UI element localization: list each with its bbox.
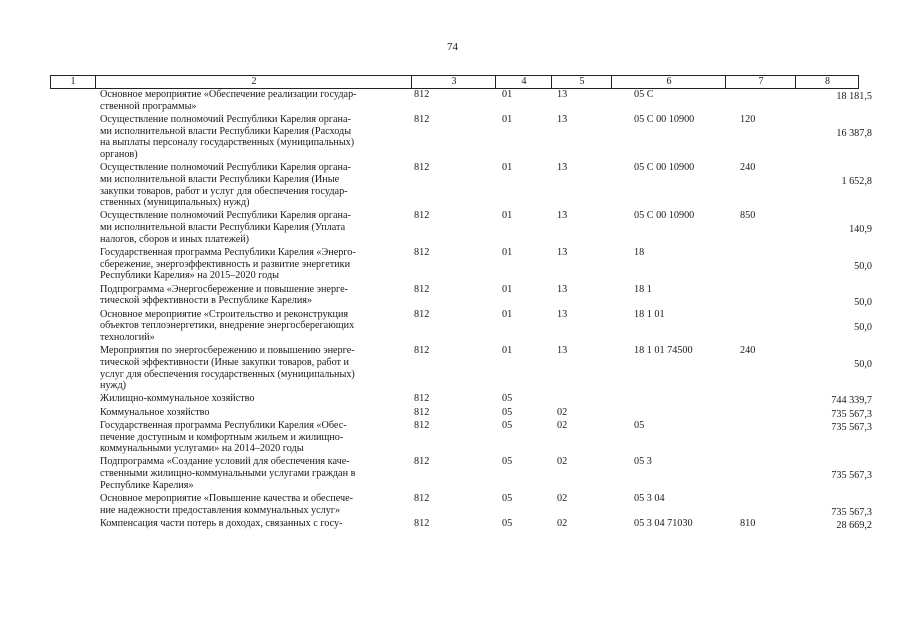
header-col-5: 5 [551, 76, 612, 88]
row-name-line: нужд) [100, 380, 127, 392]
row-name [100, 210, 410, 245]
row-subsection: 02 [557, 456, 568, 468]
row-target-article: 18 1 01 74500 [634, 345, 693, 357]
row-amount: 1 652,8 [841, 175, 872, 187]
header-col-2: 2 [95, 76, 412, 88]
row-section: 05 [502, 419, 513, 431]
header-col-8: 8 [795, 76, 859, 88]
row-name-line: Осуществление полномочий Республики Карелия органа- [100, 210, 351, 222]
row-name [100, 89, 410, 112]
row-subsection: 13 [557, 89, 568, 100]
row-amount: 50,0 [854, 358, 872, 370]
row-name [100, 393, 410, 405]
row-name-line: закупки товаров, работ и услуг для обеспечения государ- [100, 185, 348, 197]
row-target-article: 05 3 [634, 456, 652, 468]
header-col-1: 1 [70, 76, 76, 87]
row-name [100, 407, 410, 419]
row-subsection: 13 [557, 283, 568, 295]
row-expense-type: 810 [740, 517, 756, 529]
row-section: 01 [502, 89, 513, 100]
row-name-line: услуг для обеспечения государственных (муниципальных) [100, 368, 355, 380]
row-name-line: Подпрограмма «Создание условий для обеспечения каче- [100, 456, 350, 468]
table-row [0, 309, 905, 346]
row-name [100, 114, 410, 161]
row-section: 05 [502, 517, 513, 529]
row-target-article: 18 1 [634, 283, 652, 295]
row-name-line: ственной программы» [100, 100, 197, 112]
row-name-line: тической эффективности (Иные закупки товаров, работ и [100, 356, 349, 368]
table-row [0, 493, 905, 518]
row-admin-code: 812 [414, 210, 430, 222]
row-amount: 735 567,3 [831, 421, 872, 433]
row-target-article: 18 [634, 247, 645, 259]
row-name [100, 284, 410, 307]
row-section: 05 [502, 493, 513, 505]
table-header [50, 75, 859, 89]
row-name-line: Республики Карелия» на 2015–2020 годы [100, 270, 279, 282]
table-body [0, 89, 905, 531]
row-name-line: технологий» [100, 331, 155, 343]
table-row [0, 393, 905, 406]
row-amount: 28 669,2 [836, 519, 872, 531]
row-name-line: органов) [100, 149, 138, 160]
row-admin-code: 812 [414, 247, 430, 259]
row-amount: 140,9 [849, 224, 872, 236]
page-number: 74 [447, 41, 458, 53]
row-name-line: Мероприятия по энергосбережению и повышению энерге- [100, 345, 355, 357]
table-row [0, 210, 905, 247]
row-subsection: 13 [557, 210, 568, 222]
row-section: 01 [502, 113, 513, 125]
row-name-line: ственных (муниципальных) нужд) [100, 197, 250, 209]
row-amount: 50,0 [854, 297, 872, 309]
table-row [0, 407, 905, 420]
table-row [0, 345, 905, 393]
row-admin-code: 812 [414, 493, 430, 505]
row-name-line: тической эффективности в Республике Карелия» [100, 295, 313, 307]
row-section: 01 [502, 283, 513, 295]
row-admin-code: 812 [414, 406, 430, 418]
row-target-article: 05 3 04 [634, 493, 665, 505]
table-row [0, 114, 905, 162]
row-section: 05 [502, 456, 513, 468]
row-name-line: Основное мероприятие «Обеспечение реализации государ- [100, 89, 357, 100]
row-name-line: Государственная программа Республики Карелия «Обес- [100, 419, 347, 431]
row-name-line: Государственная программа Республики Карелия «Энерго- [100, 247, 356, 259]
table-row [0, 456, 905, 493]
row-section: 01 [502, 308, 513, 320]
row-name [100, 456, 410, 491]
row-name-line: Основное мероприятие «Строительство и реконструкция [100, 308, 349, 320]
row-name [100, 309, 410, 344]
row-admin-code: 812 [414, 456, 430, 468]
row-name-line: сбережение, энергоэффективность и развитие энергетики [100, 258, 351, 270]
row-name-line: ние надежности предоставления коммунальных услуг» [100, 504, 341, 516]
row-target-article: 05 С 00 10900 [634, 210, 695, 222]
table-row [0, 162, 905, 210]
row-target-article: 05 С 00 10900 [634, 113, 695, 125]
row-subsection: 02 [557, 517, 568, 529]
row-section: 01 [502, 210, 513, 222]
row-subsection: 13 [557, 308, 568, 320]
row-amount: 50,0 [854, 322, 872, 334]
row-name-line: Республике Карелия» [100, 479, 194, 491]
row-amount: 744 339,7 [831, 395, 872, 407]
row-name-line: Основное мероприятие «Повышение качества и обеспече- [100, 493, 354, 505]
row-admin-code: 812 [414, 345, 430, 357]
row-name-line: Коммунальное хозяйство [100, 406, 210, 418]
table-row [0, 284, 905, 309]
row-section: 01 [502, 345, 513, 357]
row-amount: 735 567,3 [831, 470, 872, 482]
row-target-article: 05 С [634, 89, 654, 100]
row-name-line: объектов теплоэнергетики, внедрение энергосберегающих [100, 320, 355, 332]
row-name-line: ми исполнительной власти Республики Карелия (Уплата [100, 222, 346, 234]
row-amount: 735 567,3 [831, 408, 872, 420]
row-name [100, 493, 410, 516]
row-amount: 18 181,5 [836, 91, 872, 102]
row-name [100, 162, 410, 209]
row-name-line: Подпрограмма «Энергосбережение и повышение энерге- [100, 283, 348, 295]
row-subsection: 02 [557, 493, 568, 505]
header-col-4: 4 [495, 76, 552, 88]
row-admin-code: 812 [414, 113, 430, 125]
row-subsection: 02 [557, 406, 568, 418]
row-name-line: Осуществление полномочий Республики Карелия органа- [100, 113, 351, 125]
row-expense-type: 850 [740, 210, 756, 222]
row-admin-code: 812 [414, 419, 430, 431]
row-amount: 735 567,3 [831, 506, 872, 518]
row-target-article: 18 1 01 [634, 308, 665, 320]
row-name-line: Компенсация части потерь в доходах, связанных с госу- [100, 517, 343, 529]
row-section: 01 [502, 247, 513, 259]
row-name-line: коммунальными услугами» на 2014–2020 годы [100, 443, 304, 455]
table-row [0, 89, 905, 114]
row-target-article: 05 С 00 10900 [634, 162, 695, 174]
table-row [0, 420, 905, 457]
header-col-3: 3 [411, 76, 496, 88]
row-section: 01 [502, 162, 513, 174]
row-name-line: налогов, сборов и иных платежей) [100, 233, 250, 245]
row-admin-code: 812 [414, 393, 430, 405]
row-section: 05 [502, 393, 513, 405]
row-admin-code: 812 [414, 308, 430, 320]
row-expense-type: 240 [740, 162, 756, 174]
row-admin-code: 812 [414, 283, 430, 295]
row-name-line: ми исполнительной власти Республики Карелия (Расходы [100, 125, 352, 137]
row-subsection: 13 [557, 113, 568, 125]
row-name-line: Жилищно-коммунальное хозяйство [100, 393, 255, 405]
row-target-article: 05 [634, 419, 645, 431]
row-name-line: Осуществление полномочий Республики Карелия органа- [100, 162, 351, 174]
row-amount: 50,0 [854, 260, 872, 272]
table-row [0, 247, 905, 284]
row-name-line: ми исполнительной власти Республики Карелия (Иные [100, 173, 340, 185]
row-section: 05 [502, 406, 513, 418]
row-name [100, 345, 410, 392]
table-row [0, 518, 905, 531]
row-expense-type: 120 [740, 113, 756, 125]
row-name [100, 518, 410, 530]
row-name-line: на выплаты персоналу государственных (муниципальных) [100, 137, 355, 149]
row-admin-code: 812 [414, 517, 430, 529]
row-subsection: 13 [557, 162, 568, 174]
row-name [100, 420, 410, 455]
row-expense-type: 240 [740, 345, 756, 357]
row-name [100, 247, 410, 282]
row-amount: 16 387,8 [836, 127, 872, 139]
row-admin-code: 812 [414, 162, 430, 174]
row-name-line: печение доступным и комфортным жильем и жилищно- [100, 431, 344, 443]
row-name-line: ственными жилищно-коммунальными услугами граждан в [100, 468, 356, 480]
header-col-7: 7 [725, 76, 796, 88]
row-admin-code: 812 [414, 89, 430, 100]
row-subsection: 02 [557, 419, 568, 431]
row-subsection: 13 [557, 247, 568, 259]
row-target-article: 05 3 04 71030 [634, 517, 693, 529]
row-subsection: 13 [557, 345, 568, 357]
header-col-6: 6 [611, 76, 726, 88]
